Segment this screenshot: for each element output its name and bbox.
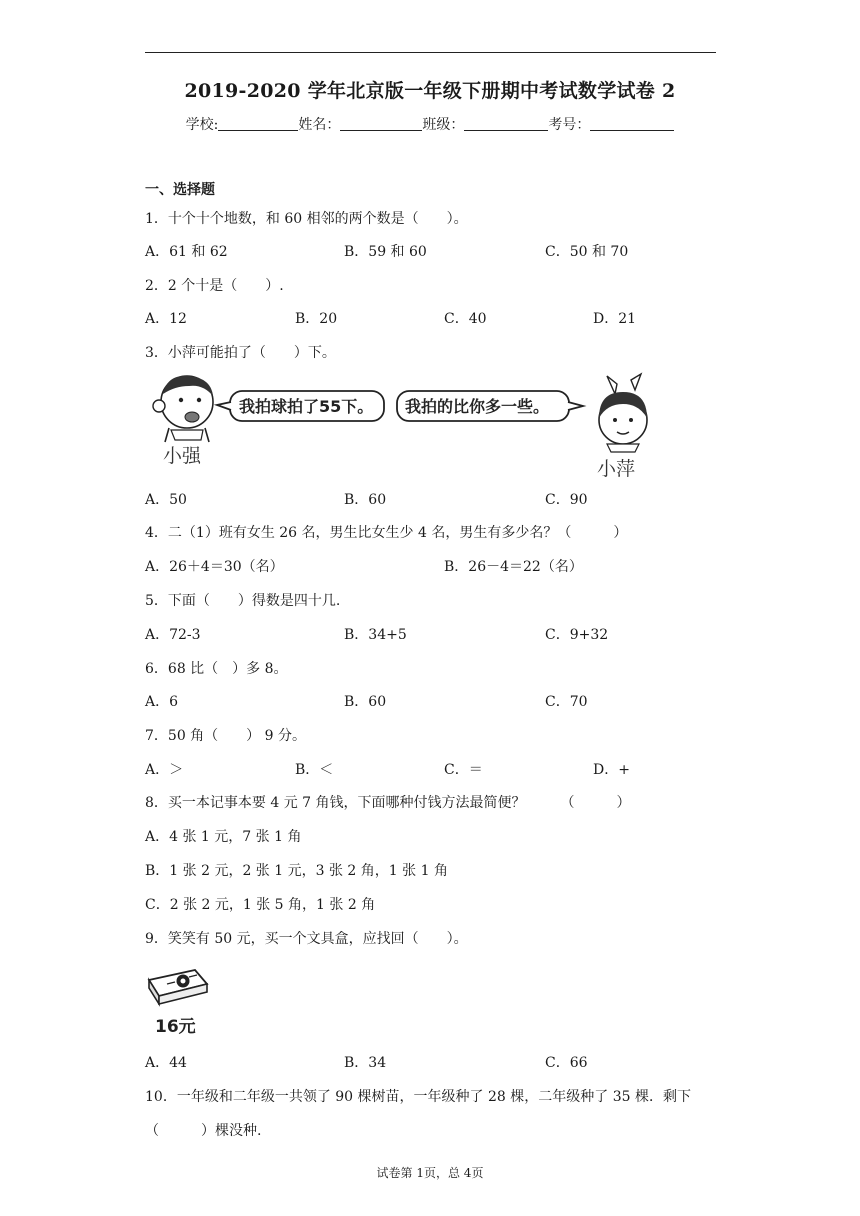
q3-option-b[interactable]: B．60: [344, 492, 387, 508]
q9-option-a[interactable]: A．44: [145, 1055, 187, 1071]
q2-option-a[interactable]: A．12: [145, 311, 187, 327]
name-label: 姓名：: [298, 117, 341, 133]
question-7-stem: 7．50 角（ ） 9 分。: [145, 728, 306, 744]
pencil-case-illustration: [149, 970, 207, 1004]
q6-option-b[interactable]: B．60: [344, 694, 387, 710]
boy-illustration: [153, 376, 213, 442]
q5-option-c[interactable]: C．9+32: [545, 627, 609, 643]
q8-option-b[interactable]: B．1 张 2 元，2 张 1 元，3 张 2 角，1 张 1 角: [145, 863, 448, 879]
page-title: 2019-2020 学年北京版一年级下册期中考试数学试卷 2: [184, 80, 676, 102]
boy-name: 小强: [163, 445, 202, 467]
section-title: 一、选择题: [145, 182, 215, 198]
q1-option-c[interactable]: C．50 和 70: [545, 244, 629, 260]
number-field[interactable]: [590, 116, 674, 131]
question-1-stem: 1．十个十个地数，和 60 相邻的两个数是（ ）。: [145, 211, 468, 227]
q2-option-c[interactable]: C．40: [444, 311, 487, 327]
q5-option-b[interactable]: B．34+5: [344, 627, 407, 643]
q8-option-c[interactable]: C．2 张 2 元，1 张 5 角，1 张 2 角: [145, 897, 376, 913]
page-footer: 试卷第 1页，总 4页: [376, 1166, 484, 1180]
q1-option-a[interactable]: A．61 和 62: [145, 244, 228, 260]
question-4-stem: 4．二（1）班有女生 26 名，男生比女生少 4 名，男生有多少名？（ ）: [145, 525, 628, 541]
class-label: 班级：: [422, 117, 465, 133]
question-9-stem: 9．笑笑有 50 元，买一个文具盒，应找回（ ）。: [145, 931, 468, 947]
class-field[interactable]: [464, 116, 548, 131]
girl-name: 小萍: [597, 458, 636, 480]
q4-option-b[interactable]: B．26－4＝22（名）: [444, 559, 583, 575]
q3-option-a[interactable]: A．50: [145, 492, 187, 508]
question-3-stem: 3．小萍可能拍了（ ）下。: [145, 345, 336, 361]
question-10-stem-continued: （ ）棵没种.: [145, 1123, 262, 1139]
price-label: 16元: [155, 1017, 196, 1037]
q2-option-d[interactable]: D．21: [593, 311, 637, 327]
question-8-stem: 8．买一本记事本要 4 元 7 角钱，下面哪种付钱方法最简便？ （ ）: [145, 795, 631, 811]
q1-option-b[interactable]: B．59 和 60: [344, 244, 427, 260]
question-2-stem: 2．2 个十是（ ）.: [145, 278, 284, 294]
q7-option-d[interactable]: D．+: [593, 762, 630, 778]
q6-option-a[interactable]: A．6: [145, 694, 179, 710]
q7-option-c[interactable]: C．＝: [444, 762, 483, 778]
q6-option-c[interactable]: C．70: [545, 694, 588, 710]
number-label: 考号：: [548, 117, 591, 133]
name-field[interactable]: [340, 116, 422, 131]
q7-option-a[interactable]: A．＞: [145, 762, 184, 778]
boy-bubble-text: 我拍球拍了55下。: [239, 397, 374, 416]
q5-option-a[interactable]: A．72-3: [145, 627, 201, 643]
q3-option-c[interactable]: C．90: [545, 492, 588, 508]
question-6-stem: 6．68 比（ ）多 8。: [145, 661, 288, 677]
q9-figure: [145, 964, 225, 1040]
question-10-stem: 10．一年级和二年级一共领了 90 棵树苗，一年级种了 28 棵，二年级种了 35 棵．剩下: [145, 1089, 691, 1105]
q3-figure: [145, 372, 665, 482]
question-5-stem: 5．下面（ ）得数是四十几.: [145, 593, 341, 609]
q9-option-b[interactable]: B．34: [344, 1055, 387, 1071]
top-rule: [145, 52, 716, 53]
school-label: 学校:: [185, 117, 219, 133]
q2-option-b[interactable]: B．20: [295, 311, 338, 327]
student-info-line: [0, 114, 860, 134]
q8-option-a[interactable]: A．4 张 1 元，7 张 1 角: [145, 829, 302, 845]
q7-option-b[interactable]: B．＜: [295, 762, 334, 778]
q9-option-c[interactable]: C．66: [545, 1055, 588, 1071]
q4-option-a[interactable]: A．26＋4＝30（名）: [145, 559, 284, 575]
girl-illustration: [599, 374, 647, 452]
girl-bubble-text: 我拍的比你多一些。: [405, 397, 550, 416]
school-field[interactable]: [218, 116, 298, 131]
